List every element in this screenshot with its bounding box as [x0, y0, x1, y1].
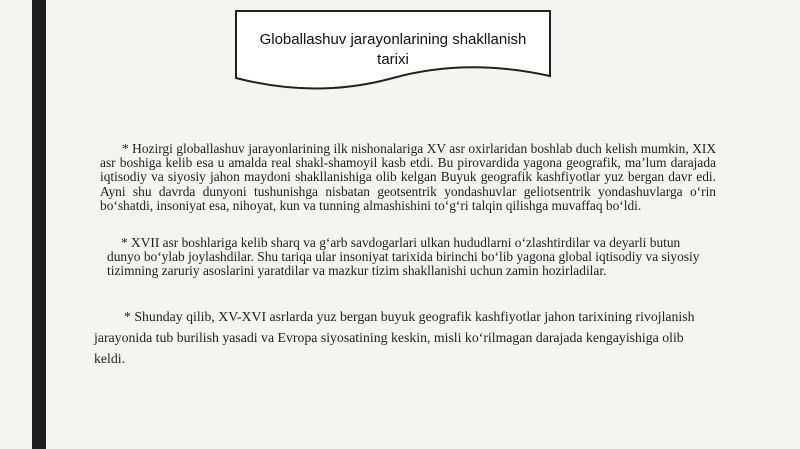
title-banner: [234, 8, 552, 92]
left-accent-bar: [32, 0, 46, 449]
paragraph-3: * Shunday qilib, XV-XVI asrlarda yuz bergan buyuk geografik kashfiyotlar jahon tarixining rivojlanish jarayonida tub burilish yasadi va Evropa siyosatining keskin, misli ko‘rilmagan darajada kengayishiga olib keldi.: [94, 309, 695, 366]
slide-title: Globallashuv jarayonlarining shakllanish tarixi: [259, 31, 527, 68]
paragraph-2: * XVII asr boshlariga kelib sharq va g‘arb savdogarlari ulkan hududlarni o‘zlashtirdilar va deyarli butun dunyo bo‘ylab joylashdilar. Shu tariqa ular insoniyat tarixida birinchi bo‘lib yagona global iqtisodiy va siyosiy tizimning zaruriy asoslarini yaratdilar va mazkur tizim shakllanishi uchun zamin hozirladilar.: [107, 235, 700, 279]
paragraph-1: * Hozirgi globallashuv jarayonlarining ilk nishonalariga XV asr oxirlaridan boshlab duch kelish mumkin, XIX asr boshiga kelib esa u amalda real shakl-shamoyil kasb etdi. Bu pirovardida yagona geografik, ma’lum darajada iqtisodiy va siyosiy jahon maydoni shakllanishiga olib kelgan Buyuk geografik kashfiyotlar yuz bergan davr edi. Ayni shu davrda dunyoni tushunishga nisbatan geotsentrik yondashuvlar geliotsentrik yondashuvlarga o‘rin bo‘shatdi, insoniyat esa, nihoyat, kun va tunning almashishini to‘g‘ri talqin qilishga muvaffaq bo‘ldi.: [100, 141, 716, 213]
